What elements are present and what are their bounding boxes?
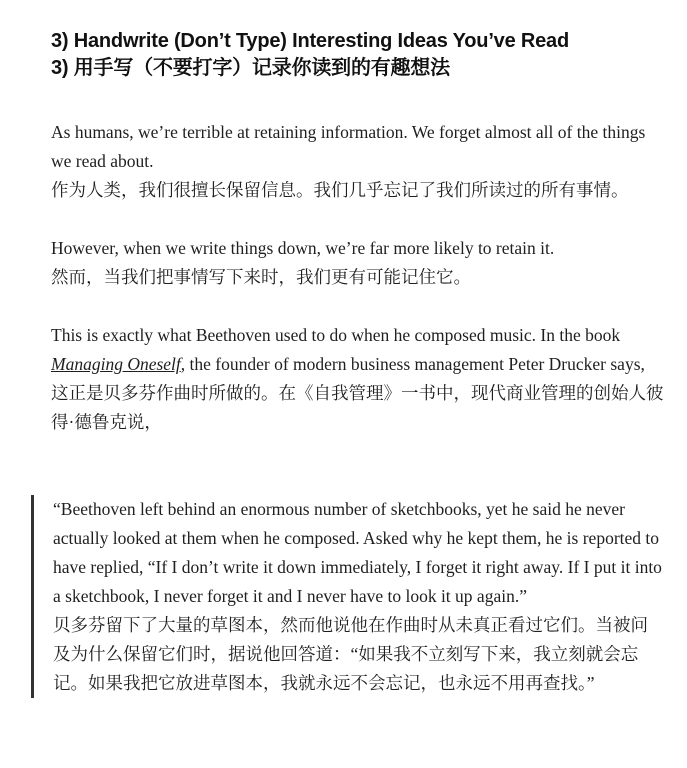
paragraph-3 bbox=[51, 321, 666, 437]
beethoven-quote bbox=[31, 495, 663, 698]
article-body bbox=[51, 28, 666, 466]
quote-english: “Beethoven left behind an enormous number of sketchbooks, yet he said he never actually looked at them when he composed. Asked why he kept them, he is reported to have replied, “If I don’t write it down immediately, I forget it right away. If I put it into a sketchbook, I never forget it and I never have to look it up again.” bbox=[53, 499, 662, 606]
paragraph-2 bbox=[51, 234, 666, 292]
heading-chinese: 3) 用手写（不要打字）记录你读到的有趣想法 bbox=[51, 57, 450, 79]
section-heading bbox=[51, 28, 666, 82]
quote-chinese: 贝多芬留下了大量的草图本，然而他说他在作曲时从未真正看过它们。当被问及为什么保留它们时，据说他回答道：“如果我不立刻写下来，我立刻就会忘记。如果我把它放进草图本，我就永远不会忘记，也永远不用再查找。” bbox=[53, 615, 648, 693]
paragraph-3-chinese: 这正是贝多芬作曲时所做的。在《自我管理》一书中，现代商业管理的创始人彼得·德鲁克说， bbox=[51, 383, 664, 432]
paragraph-3-english bbox=[51, 321, 666, 379]
paragraph-1-chinese: 作为人类，我们很擅长保留信息。我们几乎忘记了我们所读过的所有事情。 bbox=[51, 180, 629, 200]
paragraph-2-chinese: 然而，当我们把事情写下来时，我们更有可能记住它。 bbox=[51, 267, 471, 287]
heading-english: 3) Handwrite (Don’t Type) Interesting Ideas You’ve Read bbox=[51, 30, 569, 52]
managing-oneself-link[interactable]: Managing Oneself bbox=[51, 354, 181, 374]
paragraph-3-text-before: This is exactly what Beethoven used to do when he composed music. In the book bbox=[51, 325, 621, 345]
paragraph-3-text-after: , the founder of modern business management Peter Drucker says, bbox=[180, 354, 645, 374]
paragraph-1-english: As humans, we’re terrible at retaining information. We forget almost all of the things we read about. bbox=[51, 122, 646, 171]
paragraph-2-english: However, when we write things down, we’re far more likely to retain it. bbox=[51, 238, 555, 258]
paragraph-1 bbox=[51, 118, 666, 205]
